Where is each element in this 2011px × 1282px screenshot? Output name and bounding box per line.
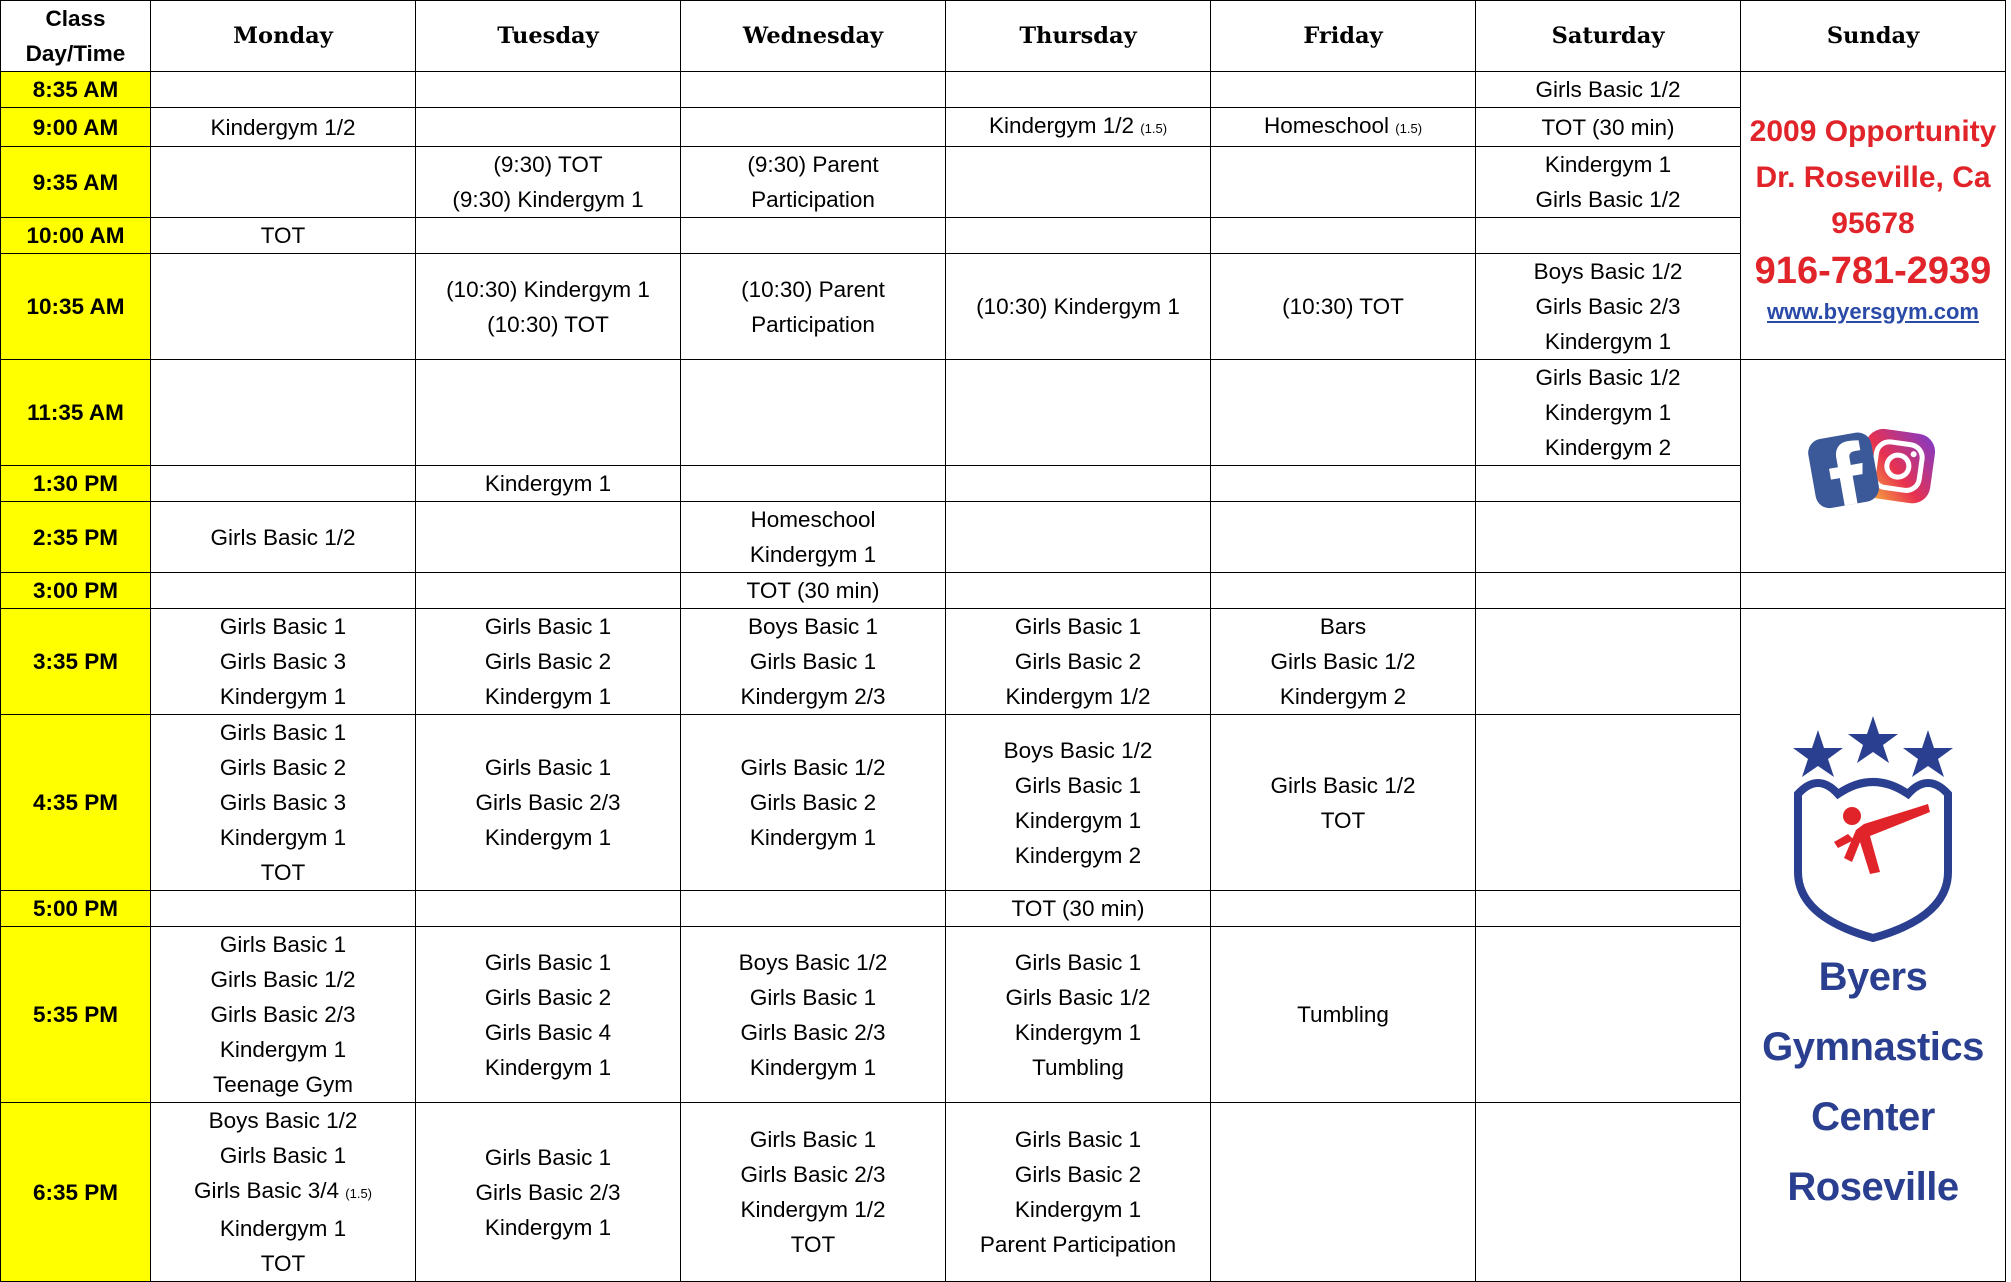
class-cell-tuesday (416, 147, 681, 218)
class-entry: Kindergym 1 (749, 825, 877, 850)
day-header-sunday: Sunday (1741, 1, 2006, 72)
class-cell-monday (151, 502, 416, 573)
class-entry: Girls Basic 4 (484, 1019, 612, 1045)
class-cell-thursday (946, 573, 1211, 609)
class-entry: Kindergym 1 (749, 1054, 877, 1080)
class-entry: Kindergym 1 (1544, 400, 1672, 425)
class-entry: (10:30) Parent (741, 276, 885, 302)
schedule-row (1, 715, 2006, 891)
class-entry: Girls Basic 1/2 (1535, 365, 1681, 390)
class-cell-tuesday (416, 1103, 681, 1282)
class-cell-saturday (1476, 609, 1741, 715)
class-cell-friday (1211, 715, 1476, 891)
schedule-row (1, 573, 2006, 609)
class-cell-monday (151, 72, 416, 108)
class-entry: Girls Basic 3 (219, 790, 347, 815)
class-cell-wednesday (681, 254, 946, 360)
class-cell-thursday (946, 147, 1211, 218)
class-entry: Girls Basic 1/2 (210, 967, 356, 992)
facebook-instagram-icon[interactable] (1805, 423, 1941, 509)
class-cell-friday (1211, 502, 1476, 573)
sunday-empty-cell (1741, 573, 2006, 609)
class-cell-saturday (1476, 891, 1741, 927)
class-entry: Girls Basic 1 (749, 984, 877, 1010)
class-entry: Kindergym 1 (484, 684, 612, 709)
class-entry: Boys Basic 1/2 (1533, 259, 1683, 284)
class-cell-friday (1211, 1103, 1476, 1282)
class-entry: Girls Basic 1 (1014, 949, 1142, 975)
class-entry: Boys Basic 1 (747, 614, 879, 639)
class-cell-friday (1211, 254, 1476, 360)
class-entry: Kindergym 1 (219, 825, 347, 850)
class-entry: Girls Basic 2 (1014, 649, 1142, 674)
class-entry: Girls Basic 1 (219, 720, 347, 745)
sunday-brand-panel (1741, 609, 2006, 1282)
time-slot-label: 3:00 PM (1, 573, 151, 609)
class-entry: TOT (30 min) (746, 578, 880, 603)
class-cell-wednesday (681, 72, 946, 108)
duration-note: (1.5) (1140, 121, 1168, 136)
schedule-row (1, 609, 2006, 715)
class-entry: Kindergym 1 (219, 1037, 347, 1062)
class-entry: Girls Basic 2/3 (475, 790, 621, 815)
class-cell-wednesday (681, 218, 946, 254)
class-entry: Kindergym 1 (219, 684, 347, 709)
schedule-row (1, 254, 2006, 360)
time-slot-label: 9:00 AM (1, 108, 151, 147)
class-entry: TOT (30 min) (1541, 114, 1675, 140)
class-cell-thursday (946, 72, 1211, 108)
class-entry: (10:30) Kindergym 1 (976, 294, 1180, 319)
class-entry: Kindergym 1/2 (210, 114, 356, 140)
class-entry: Girls Basic 2/3 (210, 1002, 356, 1027)
class-entry: Kindergym 1 (1544, 152, 1672, 177)
day-header-wednesday: Wednesday (681, 1, 946, 72)
class-entry: (10:30) TOT (1282, 294, 1404, 319)
class-entry: Girls Basic 2 (1014, 1162, 1142, 1187)
class-cell-saturday (1476, 927, 1741, 1103)
class-entry: Boys Basic 1/2 (1003, 737, 1153, 763)
class-cell-tuesday (416, 360, 681, 466)
class-entry: Girls Basic 1 (484, 755, 612, 780)
class-entry: (10:30) TOT (487, 311, 609, 337)
time-slot-label: 6:35 PM (1, 1103, 151, 1282)
class-entry: TOT (260, 223, 306, 248)
class-cell-friday (1211, 891, 1476, 927)
class-cell-friday (1211, 218, 1476, 254)
class-cell-wednesday (681, 502, 946, 573)
class-entry: Kindergym 1/2 (740, 1197, 886, 1222)
class-entry: TOT (260, 860, 306, 885)
class-entry: (9:30) Parent (747, 152, 879, 177)
class-entry: Tumbling (1297, 1002, 1389, 1027)
class-cell-saturday (1476, 1103, 1741, 1282)
time-slot-label: 8:35 AM (1, 72, 151, 108)
class-entry: (9:30) Kindergym 1 (452, 187, 644, 212)
class-cell-friday (1211, 72, 1476, 108)
class-cell-saturday (1476, 254, 1741, 360)
gymnast-shield-icon (1778, 712, 1968, 942)
sunday-contact-panel (1741, 72, 2006, 360)
class-cell-thursday (946, 360, 1211, 466)
schedule-row (1, 891, 2006, 927)
class-entry: TOT (1320, 807, 1366, 833)
class-cell-thursday (946, 891, 1211, 927)
time-slot-label: 4:35 PM (1, 715, 151, 891)
class-entry: Participation (751, 187, 875, 212)
duration-note: (1.5) (345, 1186, 373, 1201)
schedule-row (1, 466, 2006, 502)
class-cell-monday (151, 147, 416, 218)
class-cell-monday (151, 1103, 416, 1282)
class-cell-saturday (1476, 360, 1741, 466)
class-cell-thursday (946, 715, 1211, 891)
time-slot-label: 5:35 PM (1, 927, 151, 1103)
class-cell-tuesday (416, 108, 681, 147)
time-slot-label: 9:35 AM (1, 147, 151, 218)
brand-name: Byers Gymnastics Center Roseville (1762, 955, 1984, 1209)
class-cell-saturday (1476, 715, 1741, 891)
class-entry: Kindergym 1 (484, 825, 612, 850)
class-cell-saturday (1476, 72, 1741, 108)
gym-logo (1741, 668, 2005, 1222)
class-cell-saturday (1476, 466, 1741, 502)
class-entry: Girls Basic 1 (219, 932, 347, 957)
class-cell-saturday (1476, 108, 1741, 147)
class-cell-thursday (946, 1103, 1211, 1282)
schedule-row (1, 147, 2006, 218)
gym-website-link[interactable]: www.byersgym.com (1767, 298, 1979, 324)
schedule-row (1, 72, 2006, 108)
class-entry: Kindergym 1/2 (1005, 684, 1151, 709)
class-entry: Kindergym 1 (484, 1054, 612, 1080)
class-cell-saturday (1476, 218, 1741, 254)
class-entry: Homeschool (1.5) (1263, 113, 1423, 138)
class-cell-thursday (946, 254, 1211, 360)
facebook-icon (1806, 430, 1881, 509)
duration-note: (1.5) (1395, 121, 1423, 136)
class-entry: Girls Basic 1/2 (1270, 772, 1416, 798)
class-entry: Bars (1319, 614, 1367, 639)
class-entry: Girls Basic 1/2 (1535, 77, 1681, 102)
time-slot-label: 11:35 AM (1, 360, 151, 466)
class-cell-wednesday (681, 927, 946, 1103)
class-entry: Kindergym 1 (219, 1216, 347, 1241)
class-entry: Girls Basic 2/3 (740, 1162, 886, 1187)
header-row (1, 1, 2006, 72)
class-cell-monday (151, 218, 416, 254)
class-entry: Girls Basic 1/2 (1005, 984, 1151, 1010)
class-cell-friday (1211, 147, 1476, 218)
class-cell-wednesday (681, 715, 946, 891)
class-entry: Parent Participation (979, 1232, 1177, 1257)
day-header-friday: Friday (1211, 1, 1476, 72)
class-cell-tuesday (416, 715, 681, 891)
class-entry: Girls Basic 2/3 (475, 1179, 621, 1205)
class-entry: Girls Basic 1 (749, 1127, 877, 1152)
class-entry: Girls Basic 1/2 (740, 755, 886, 780)
class-cell-tuesday (416, 72, 681, 108)
time-slot-label: 10:00 AM (1, 218, 151, 254)
class-entry: Teenage Gym (212, 1072, 354, 1097)
class-cell-tuesday (416, 254, 681, 360)
schedule-row (1, 218, 2006, 254)
class-cell-wednesday (681, 891, 946, 927)
gym-phone: 916-781-2939 (1754, 249, 1992, 292)
class-entry: Girls Basic 1 (219, 1143, 347, 1168)
class-entry: Girls Basic 1 (484, 949, 612, 975)
class-cell-monday (151, 254, 416, 360)
class-entry: Girls Basic 2 (484, 649, 612, 674)
class-entry: Boys Basic 1/2 (738, 949, 888, 975)
schedule-row (1, 502, 2006, 573)
class-entry: Girls Basic 3 (219, 649, 347, 674)
class-cell-saturday (1476, 573, 1741, 609)
class-entry: Tumbling (1032, 1054, 1124, 1080)
class-cell-wednesday (681, 466, 946, 502)
class-entry: Kindergym 1 (749, 542, 877, 567)
class-entry: Kindergym 2 (1279, 684, 1407, 709)
class-cell-friday (1211, 466, 1476, 502)
social-icons (1741, 423, 2005, 509)
class-cell-monday (151, 927, 416, 1103)
time-slot-label: 3:35 PM (1, 609, 151, 715)
class-cell-monday (151, 573, 416, 609)
class-entry: Girls Basic 1 (1014, 772, 1142, 798)
class-entry: Kindergym 1 (1014, 1197, 1142, 1222)
class-cell-friday (1211, 360, 1476, 466)
time-slot-label: 10:35 AM (1, 254, 151, 360)
class-cell-monday (151, 609, 416, 715)
class-entry: Homeschool (750, 507, 876, 532)
class-cell-wednesday (681, 573, 946, 609)
class-cell-monday (151, 108, 416, 147)
class-entry: Kindergym 1 (1014, 1019, 1142, 1045)
class-entry: Girls Basic 3/4 (1.5) (193, 1178, 373, 1203)
day-header-saturday: Saturday (1476, 1, 1741, 72)
class-cell-tuesday (416, 218, 681, 254)
class-cell-friday (1211, 108, 1476, 147)
class-cell-tuesday (416, 609, 681, 715)
day-header-monday: Monday (151, 1, 416, 72)
class-entry: (10:30) Kindergym 1 (446, 276, 650, 302)
class-entry: Girls Basic 2 (749, 790, 877, 815)
class-entry: TOT (260, 1251, 306, 1276)
class-entry: Girls Basic 1 (484, 614, 612, 639)
class-cell-thursday (946, 927, 1211, 1103)
class-cell-tuesday (416, 891, 681, 927)
class-entry: Girls Basic 1 (1014, 614, 1142, 639)
class-entry: Kindergym 1 (484, 471, 612, 496)
class-cell-tuesday (416, 927, 681, 1103)
class-cell-thursday (946, 108, 1211, 147)
class-entry: Girls Basic 1 (484, 1144, 612, 1170)
time-slot-label: 1:30 PM (1, 466, 151, 502)
class-cell-thursday (946, 466, 1211, 502)
class-entry: Girls Basic 1/2 (1270, 649, 1416, 674)
class-entry: TOT (790, 1232, 836, 1257)
class-cell-friday (1211, 573, 1476, 609)
class-entry: (9:30) TOT (493, 152, 603, 177)
class-cell-monday (151, 360, 416, 466)
class-cell-wednesday (681, 147, 946, 218)
class-cell-monday (151, 891, 416, 927)
class-cell-friday (1211, 927, 1476, 1103)
class-day-time-header: Class Day/Time (1, 1, 151, 72)
schedule-row (1, 360, 2006, 466)
class-entry: Girls Basic 1 (219, 614, 347, 639)
class-cell-tuesday (416, 502, 681, 573)
class-cell-thursday (946, 218, 1211, 254)
class-cell-wednesday (681, 360, 946, 466)
class-cell-thursday (946, 502, 1211, 573)
class-cell-monday (151, 715, 416, 891)
schedule-row (1, 927, 2006, 1103)
time-slot-label: 5:00 PM (1, 891, 151, 927)
class-entry: Kindergym 1/2 (1.5) (988, 113, 1168, 138)
sunday-social-cell (1741, 360, 2006, 573)
time-slot-label: 2:35 PM (1, 502, 151, 573)
day-header-thursday: Thursday (946, 1, 1211, 72)
class-cell-saturday (1476, 502, 1741, 573)
class-cell-monday (151, 466, 416, 502)
class-entry: Boys Basic 1/2 (208, 1108, 358, 1133)
class-entry: Girls Basic 1 (1014, 1127, 1142, 1152)
class-entry: Girls Basic 2 (219, 755, 347, 780)
class-entry: Kindergym 2/3 (740, 684, 886, 709)
class-entry: Girls Basic 1/2 (210, 524, 356, 550)
class-entry: Kindergym 1 (1544, 329, 1672, 354)
class-entry: Kindergym 1 (484, 1214, 612, 1240)
class-cell-thursday (946, 609, 1211, 715)
class-entry: TOT (30 min) (1011, 896, 1145, 921)
class-cell-tuesday (416, 573, 681, 609)
gym-address: 2009 Opportunity Dr. Roseville, Ca 95678 (1749, 114, 1997, 240)
day-header-tuesday: Tuesday (416, 1, 681, 72)
class-cell-wednesday (681, 609, 946, 715)
class-entry: Kindergym 1 (1014, 807, 1142, 833)
class-entry: Kindergym 2 (1544, 435, 1672, 460)
class-entry: Girls Basic 2/3 (740, 1019, 886, 1045)
class-entry: Girls Basic 1 (749, 649, 877, 674)
class-entry: Kindergym 2 (1014, 842, 1142, 868)
class-entry: Girls Basic 2/3 (1535, 294, 1681, 319)
class-cell-wednesday (681, 1103, 946, 1282)
class-entry: Girls Basic 1/2 (1535, 187, 1681, 212)
schedule-row (1, 108, 2006, 147)
class-entry: Participation (751, 311, 875, 337)
class-cell-wednesday (681, 108, 946, 147)
class-entry: Girls Basic 2 (484, 984, 612, 1010)
class-cell-tuesday (416, 466, 681, 502)
class-cell-saturday (1476, 147, 1741, 218)
schedule-row (1, 1103, 2006, 1282)
class-cell-friday (1211, 609, 1476, 715)
